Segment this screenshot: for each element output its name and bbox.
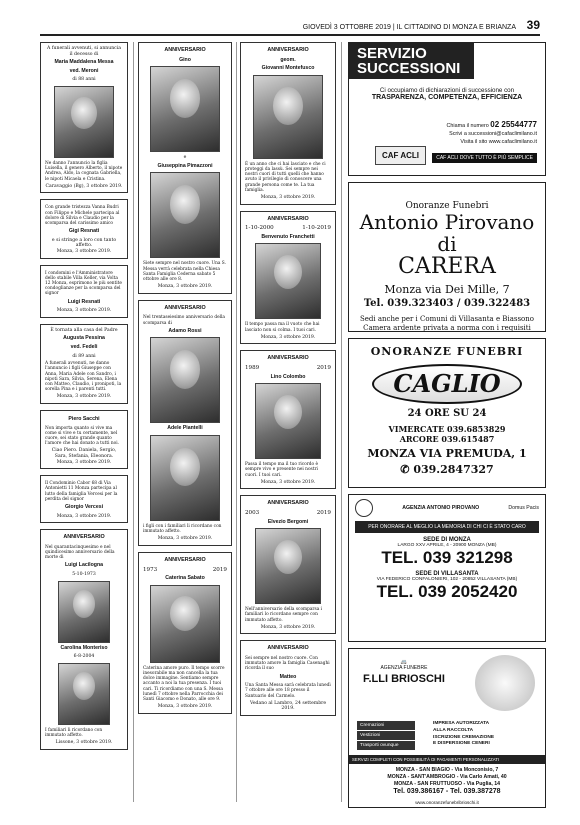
obit-date: Monza, 3 ottobre 2019. — [260, 195, 316, 200]
obit-age: di 89 anni — [72, 353, 96, 359]
obit-name: Maria Maddalena Messa — [54, 59, 114, 66]
obit-text: i figli con i familiari li ricordano con immutato affetto. — [143, 523, 222, 535]
anniversary-franchetti — [240, 211, 336, 345]
portrait-photo — [255, 528, 321, 604]
obit-name: Matteo — [279, 673, 297, 680]
ad-service: Vestizioni — [357, 731, 415, 740]
ad-pre: AGENZIA FUNEBRE — [380, 665, 428, 671]
obit-date: 5-10-1973 — [72, 571, 96, 577]
obit-date: Monza, 3 ottobre 2019. — [56, 513, 112, 519]
anniversary-years — [245, 366, 331, 372]
portrait-photo — [58, 581, 110, 643]
ad-caglio — [348, 338, 546, 488]
year-start: 1973 — [143, 566, 158, 573]
ad-line: CARERA — [398, 254, 496, 279]
obit-text: I familiari li ricordano con immutato affetto. — [45, 727, 103, 738]
ad-line: ONORANZE FUNEBRI — [370, 345, 524, 358]
page-header: GIOVEDÌ 3 OTTOBRE 2019 | IL CITTADINO DI MONZA E BRIANZA 39 — [40, 22, 540, 36]
obit-text: Siete sempre nel nostro cuore. Una S. Messa verrà celebrata nella Chiesa Santa Famiglia Cederna sabato 5 ottobre alle ore 8. — [143, 261, 226, 282]
ad-location: MONZA - SANT'AMBROGIO - Via Carlo Amati, 40 — [387, 774, 507, 780]
obit-intro: A funerali avvenuti, si annuncia il decesso di — [47, 46, 121, 57]
portrait-photo — [150, 172, 220, 258]
ad-line: Sedi anche per i Comuni di Villasanta e Biassono — [359, 315, 534, 323]
portrait-photo — [150, 585, 220, 663]
obit-text: È un anno che ci hai lasciato e che ci proteggi da lassù. Sei sempre nei nostri cuori di tutti quelli che hanno avuto il privilegio di conoscere una grande persona come te. La tua famiglia. — [245, 161, 326, 193]
ad-phone: ✆ 039.2847327 — [400, 463, 494, 476]
obit-name: Gino — [179, 56, 191, 63]
ad-contacts — [447, 121, 537, 146]
ad-line: 24 ORE SU 24 — [407, 408, 487, 419]
caf-acli-logo: CAF ACLI — [375, 146, 426, 165]
ad-pirovano-carera — [348, 182, 546, 332]
ad-service: Trasporti ovunque — [357, 741, 415, 750]
obit-title: geom. — [280, 56, 296, 63]
ad-line: Camera ardente privata a norma con i requisiti — [363, 324, 531, 332]
ad-phone: ARCORE 039.615487 — [399, 434, 495, 444]
anniversary-pimazzoni — [138, 42, 232, 294]
ad-brand-name: F.LLI BRIOSCHI — [363, 673, 445, 685]
obit-name: Luigi Resnati — [67, 298, 101, 305]
obit-text: I condomini e l'Amministratore dello stabile Villa Keller, via Volta 12 Monza, esprimono le più sentite condoglianze per la scomparsa del signor — [45, 270, 122, 297]
anniversary-lacilogna — [40, 529, 128, 750]
portrait-photo — [150, 435, 220, 521]
obit-ved: ved. Fedeli — [70, 343, 98, 350]
ad-band: PER ONORARE AL MEGLIO LA MEMORIA DI CHI CI È STATO CARO — [355, 521, 539, 533]
obit-conjunction: e — [183, 155, 187, 161]
obit-text: Il Condominio Cabor 68 di Via Antonietti 11 Monza partecipa al lutto della famiglia Vercesi per la perdita del signor — [45, 481, 118, 502]
ad-band: SERVIZI COMPLETI CON POSSIBILITÀ DI PAGAMENTI PERSONALIZZATI — [349, 755, 545, 764]
ad-line: ISCRIZIONE CREMAZIONE — [433, 734, 495, 740]
portrait-photo — [255, 383, 321, 459]
ad-agenzia-pirovano — [348, 494, 546, 642]
date-start: 1-10-2000 — [245, 225, 274, 232]
obit-intro: È tornata alla casa del Padre — [50, 327, 118, 333]
obituary-meroni — [40, 42, 128, 193]
ad-header — [349, 495, 545, 521]
column-divider — [133, 42, 134, 802]
year-start: 1989 — [245, 364, 260, 371]
ad-phones: Tel. 039.386167 - Tel. 039.387278 — [393, 788, 501, 795]
ad-line: Monza via Dei Mille, 7 — [384, 283, 510, 296]
anniversary-rossi — [138, 300, 232, 546]
year-end: 2019 — [212, 566, 227, 573]
crest-icon — [355, 499, 373, 517]
obit-date: Monza, 3 ottobre 2019. — [157, 284, 213, 290]
page-number: 39 — [526, 18, 540, 32]
obituary-resnati-2 — [40, 265, 128, 318]
obit-name: Adele Piantelli — [167, 425, 203, 432]
obituary-resnati-1 — [40, 199, 128, 258]
ad-call-label: Chiama il numero — [446, 123, 489, 129]
obit-name: Luigi Lacilogna — [64, 562, 104, 569]
hearse-icon: 🚐 — [400, 659, 408, 665]
date-end: 1-10-2019 — [302, 225, 331, 232]
anniversary-montefusco — [240, 42, 336, 205]
ad-address: LARGO XXV APRILE, 4 - 20900 MONZA (MB) — [397, 543, 497, 548]
anniversary-bergomi — [240, 495, 336, 634]
ad-partner: Domus Pacis — [508, 505, 539, 511]
anniversary-heading: ANNIVERSARIO — [164, 304, 206, 311]
obituary-vercesi — [40, 475, 128, 523]
obituary-column-2 — [138, 42, 232, 720]
obit-text: Sei sempre nel nostro cuore. Con immutato amore la famiglia Casenaghi ricorda il suo — [245, 655, 330, 672]
obit-name: Carolina Monteriso — [60, 644, 108, 651]
flower-image — [475, 655, 535, 711]
ad-location: MONZA - SAN FRUTTUOSO - Via Puglia, 14 — [393, 781, 501, 787]
ad-agency-name: AGENZIA ANTONIO PIROVANO — [402, 505, 480, 511]
obit-text: e si stringe a loro con tanto affetto. — [51, 237, 117, 249]
portrait-photo — [150, 66, 220, 152]
portrait-photo — [150, 337, 220, 423]
obit-date: Monza, 3 ottobre 2019. — [260, 479, 316, 485]
portrait-photo — [255, 243, 321, 319]
obituary-column-1 — [40, 42, 128, 756]
ad-brioschi — [348, 648, 546, 808]
obit-date: Monza, 3 ottobre 2019. — [157, 704, 213, 710]
obit-date: 6-8-2004 — [73, 654, 95, 660]
year-end: 2019 — [316, 509, 331, 516]
ad-authorization — [433, 721, 494, 748]
ad-line: Antonio Pirovano di — [359, 210, 535, 256]
ad-location: MONZA - SAN BIAGIO - Via Monconisio, 7 — [395, 767, 499, 773]
obit-name: Lino Colombo — [270, 373, 306, 380]
ad-subtitle: Ci occupiamo di dichiarazioni di successione con — [379, 87, 515, 94]
anniversary-heading: ANNIVERSARIO — [63, 534, 105, 541]
ad-title: SERVIZIO SUCCESSIONI — [349, 43, 474, 79]
obit-name: Caterina Sabato — [165, 575, 205, 582]
year-end: 2019 — [316, 364, 331, 371]
anniversary-matteo — [240, 640, 336, 716]
header-paper: IL CITTADINO DI MONZA E BRIANZA — [396, 24, 516, 31]
ad-email: Scrivi a successioni@cafaclimilano.it — [449, 131, 537, 137]
ad-address: VIA FEDERICO CONFALONIERI, 102 - 20852 VILLASANTA (MB) — [376, 577, 518, 582]
obit-name: Piero Sacchi — [68, 415, 100, 422]
obit-name: Adamo Rossi — [168, 327, 202, 334]
obit-date: Monza, 3 ottobre 2019. — [56, 308, 112, 314]
obit-text: Nel trentaseiesimo anniversario della scomparsa di — [143, 315, 225, 326]
ad-address: MONZA VIA PREMUDA, 1 — [367, 447, 527, 460]
ad-office: SEDE DI VILLASANTA — [415, 571, 479, 577]
anniversary-heading: ANNIVERSARIO — [267, 355, 309, 362]
obituary-fedeli — [40, 324, 128, 404]
ad-line: Onoranze Funebri — [405, 201, 489, 211]
obit-text: Con grande tristezza Vanna Budri con Filippo e Michele partecipa al dolore di Silvia e Claudio per la scomparsa del carissimo amico — [45, 205, 120, 226]
obit-date: Monza, 3 ottobre 2019. — [260, 624, 316, 630]
ad-phone: Tel. 039.323403 / 039.322483 — [363, 298, 531, 309]
obit-age: di 88 anni — [72, 77, 96, 83]
column-divider — [341, 42, 342, 802]
obit-date: Monza, 3 ottobre 2019. — [56, 459, 112, 465]
obit-name: Giorgio Vercesi — [64, 503, 104, 510]
ad-phone: 02 25544777 — [490, 120, 537, 129]
obit-date: Lissone, 3 ottobre 2019. — [55, 740, 113, 746]
caglio-logo: CAGLIO — [372, 364, 522, 404]
anniversary-heading: ANNIVERSARIO — [267, 215, 309, 222]
ad-website: www.onoranzefunebribrioschi.it — [415, 800, 479, 805]
ad-phone: VIMERCATE 039.6853829 — [388, 424, 506, 434]
obit-text: Una Santa Messa sarà celebrata lunedì 7 ottobre alle ore 18 presso il Santuario del Carmelo. — [245, 683, 331, 699]
obit-text: Passa il tempo ma il tuo ricordo è sempre vivo e presente nei nostri cuori. I tuoi cari. — [245, 462, 319, 478]
anniversary-heading: ANNIVERSARIO — [267, 645, 309, 652]
ad-phone: TEL. 039 2052420 — [376, 582, 518, 601]
ad-phone: TEL. 039 321298 — [381, 548, 513, 567]
obit-name: Giovanni Montefusco — [261, 65, 315, 72]
obit-date: Monza, 3 ottobre 2019. — [56, 394, 112, 400]
advertisement-column — [348, 42, 546, 814]
obit-name: Benvenuto Franchetti — [261, 233, 315, 240]
anniversary-sabato — [138, 552, 232, 714]
obit-name: Elvezio Bergomi — [267, 518, 309, 525]
ad-line — [349, 315, 545, 332]
anniversary-heading: ANNIVERSARIO — [267, 500, 309, 507]
ad-line: IMPRESA AUTORIZZATA — [433, 721, 490, 726]
obit-date: Vedano al Lambro, 24 settembre 2019. — [249, 700, 327, 712]
ad-line: E DISPERSIONE CENERI — [433, 741, 490, 747]
year-start: 2003 — [245, 509, 260, 516]
obit-date: Monza, 3 ottobre 2019. — [157, 536, 213, 542]
obit-date: Caravaggio (Bg), 3 ottobre 2019. — [45, 183, 123, 189]
ad-brand — [363, 659, 445, 685]
anniversary-colombo — [240, 350, 336, 489]
ad-office: SEDE DI MONZA — [423, 537, 471, 543]
obit-text: Caterina amore puro. Il tempo scorre inesorabile ma non cancella la tua dolce immagine. Sentiamo sempre accanto a noi la tua presenza. I tuoi cari. Ti ricordiamo con una S. Messa lunedì 7 ottobre nella Parrocchia dei Santi Giacomo e Donato, alle ore 9. — [143, 665, 225, 702]
anniversary-years — [143, 568, 227, 574]
obit-date: Monza, 3 ottobre 2019. — [56, 248, 112, 254]
obit-ved: ved. Meroni — [69, 67, 99, 74]
ad-caf-acli — [348, 42, 546, 176]
obit-text: Il tempo passa ma il vuoto che hai lasciato non si colma. I tuoi cari. — [245, 322, 320, 333]
ad-subtitle-bold: TRASPARENZA, COMPETENZA, EFFICIENZA — [371, 94, 523, 101]
obit-name: Augusta Pessina — [63, 335, 105, 342]
obit-name: Gigi Resnati — [68, 228, 100, 235]
anniversary-heading: ANNIVERSARIO — [267, 47, 309, 53]
obit-text: Nel quarantacinquesimo e nel quindicesimo anniversario della morte di — [45, 544, 115, 561]
obit-date: Monza, 3 ottobre 2019. — [260, 334, 316, 340]
obit-text: Ne danno l'annuncio la figlia Luisella, il genero Alberto, il nipote Andrea, Aldo, la cognata Gabriella, le nipoti Micaela e Cristina. — [45, 160, 123, 182]
ad-tagline: CAF ACLI DOVE TUTTO È PIÙ SEMPLICE — [432, 153, 537, 163]
anniversary-years — [245, 226, 331, 232]
portrait-photo — [54, 86, 114, 158]
obit-text: Non importa quanto si vive ma come si vive e tu certamente, nel cuore, sei stato grande quanto l'amore che hai donato a tutti noi. — [45, 425, 119, 447]
ad-website: Visita il sito www.cafaclimilano.it — [460, 139, 537, 145]
portrait-photo — [253, 75, 323, 159]
header-date: GIOVEDÌ 3 OTTOBRE 2019 — [302, 24, 391, 31]
portrait-photo — [58, 663, 110, 725]
ad-services — [357, 721, 415, 751]
obituary-sacchi — [40, 410, 128, 469]
anniversary-years — [245, 511, 331, 517]
ad-line: ALLA RACCOLTA — [433, 727, 474, 733]
obit-sign: Ciao Piero. Daniela, Sergio, Sara, Stefania, Eleonora. — [51, 448, 117, 459]
ad-service: Cremazioni — [357, 721, 415, 730]
obituary-column-3 — [240, 42, 336, 722]
ad-phones — [349, 424, 545, 444]
anniversary-heading: ANNIVERSARIO — [164, 556, 206, 563]
obit-name: Giuseppina Pimazzoni — [157, 162, 213, 169]
ad-locations — [349, 767, 545, 788]
obit-text: A funerali avvenuti, ne danno l'annuncio i figli Giuseppe con Anna, Maria Adele con Sandro, i nipoti Sara, Silvia, Serena, Elena con Matteo, Claudio, i pronipoti, la sorella Pina e i parenti tutti. — [45, 361, 122, 393]
anniversary-heading: ANNIVERSARIO — [164, 47, 206, 53]
obit-text: Nell'anniversario della scomparsa i familiari lo ricordano sempre con immutato affetto. — [245, 607, 322, 623]
column-divider — [236, 42, 237, 802]
